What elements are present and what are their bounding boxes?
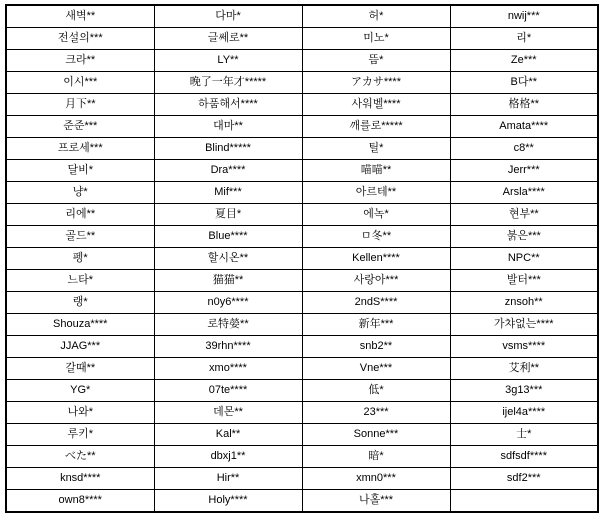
table-cell: YG* bbox=[6, 380, 154, 402]
table-row bbox=[6, 314, 598, 336]
table-cell: アカサ**** bbox=[302, 72, 450, 94]
table-row bbox=[6, 402, 598, 424]
table-row bbox=[6, 490, 598, 513]
table-cell: Amata**** bbox=[450, 116, 598, 138]
table-cell: 3g13*** bbox=[450, 380, 598, 402]
table-cell: 할시온** bbox=[154, 248, 302, 270]
table-cell: Sonne*** bbox=[302, 424, 450, 446]
table-cell: 猫猫** bbox=[154, 270, 302, 292]
table-cell: Arsla**** bbox=[450, 182, 598, 204]
table-cell: n0y6**** bbox=[154, 292, 302, 314]
table-cell: 느타* bbox=[6, 270, 154, 292]
table-cell: znsoh** bbox=[450, 292, 598, 314]
table-cell: 低* bbox=[302, 380, 450, 402]
table-row bbox=[6, 226, 598, 248]
table-cell: B다** bbox=[450, 72, 598, 94]
table-cell: sdf2*** bbox=[450, 468, 598, 490]
table-row bbox=[6, 358, 598, 380]
table-cell: Kellen**** bbox=[302, 248, 450, 270]
table-cell: 루키* bbox=[6, 424, 154, 446]
table-cell: dbxj1** bbox=[154, 446, 302, 468]
table-cell: JJAG*** bbox=[6, 336, 154, 358]
table-cell: Dra**** bbox=[154, 160, 302, 182]
table-cell: 07te**** bbox=[154, 380, 302, 402]
table-row bbox=[6, 160, 598, 182]
table-row bbox=[6, 270, 598, 292]
table-cell bbox=[450, 490, 598, 513]
table-row bbox=[6, 182, 598, 204]
table-cell: snb2** bbox=[302, 336, 450, 358]
table-row bbox=[6, 72, 598, 94]
table-cell: own8**** bbox=[6, 490, 154, 513]
table-cell: 에녹* bbox=[302, 204, 450, 226]
nickname-table-body bbox=[6, 5, 598, 512]
table-cell: 리에** bbox=[6, 204, 154, 226]
table-cell: Hir** bbox=[154, 468, 302, 490]
table-cell: 艾利** bbox=[450, 358, 598, 380]
table-cell: 깨를로***** bbox=[302, 116, 450, 138]
table-cell: 냥* bbox=[6, 182, 154, 204]
nickname-table bbox=[5, 4, 599, 513]
table-cell: 하품해서**** bbox=[154, 94, 302, 116]
table-cell: 갈때** bbox=[6, 358, 154, 380]
table-cell: 사워벨**** bbox=[302, 94, 450, 116]
table-cell: 2ndS**** bbox=[302, 292, 450, 314]
table-cell: 로特嫈** bbox=[154, 314, 302, 336]
table-cell: 미노* bbox=[302, 28, 450, 50]
table-cell: Blue**** bbox=[154, 226, 302, 248]
table-row bbox=[6, 446, 598, 468]
table-cell: 글쎄로** bbox=[154, 28, 302, 50]
table-row bbox=[6, 292, 598, 314]
table-cell: 月下** bbox=[6, 94, 154, 116]
table-cell: xmo**** bbox=[154, 358, 302, 380]
table-row bbox=[6, 94, 598, 116]
table-cell: 晚了一年才***** bbox=[154, 72, 302, 94]
table-cell: xmn0*** bbox=[302, 468, 450, 490]
table-cell: 데몬** bbox=[154, 402, 302, 424]
table-cell: c8** bbox=[450, 138, 598, 160]
table-cell: 붉은*** bbox=[450, 226, 598, 248]
table-cell: sdfsdf**** bbox=[450, 446, 598, 468]
table-cell: 이시*** bbox=[6, 72, 154, 94]
table-cell: 다마* bbox=[154, 5, 302, 28]
table-row bbox=[6, 5, 598, 28]
table-cell: 喵喵** bbox=[302, 160, 450, 182]
table-row bbox=[6, 204, 598, 226]
table-cell: 골드** bbox=[6, 226, 154, 248]
table-cell: 발터*** bbox=[450, 270, 598, 292]
table-cell: 士* bbox=[450, 424, 598, 446]
table-cell: 준준*** bbox=[6, 116, 154, 138]
table-cell: Ze*** bbox=[450, 50, 598, 72]
table-row bbox=[6, 50, 598, 72]
table-cell: vsms**** bbox=[450, 336, 598, 358]
table-cell: Kal** bbox=[154, 424, 302, 446]
table-cell: 현부** bbox=[450, 204, 598, 226]
table-cell: 가챠없는**** bbox=[450, 314, 598, 336]
table-cell: 23*** bbox=[302, 402, 450, 424]
table-cell: 나홀*** bbox=[302, 490, 450, 513]
table-row bbox=[6, 28, 598, 50]
table-cell: べた** bbox=[6, 446, 154, 468]
table-row bbox=[6, 116, 598, 138]
table-cell: 펭* bbox=[6, 248, 154, 270]
table-row bbox=[6, 468, 598, 490]
table-cell: Holy**** bbox=[154, 490, 302, 513]
table-cell: 格格** bbox=[450, 94, 598, 116]
table-cell: Vne*** bbox=[302, 358, 450, 380]
table-cell: 대마** bbox=[154, 116, 302, 138]
table-cell: 39rhn**** bbox=[154, 336, 302, 358]
table-cell: knsd**** bbox=[6, 468, 154, 490]
table-cell: 새벽** bbox=[6, 5, 154, 28]
table-cell: 夏目* bbox=[154, 204, 302, 226]
table-row bbox=[6, 336, 598, 358]
table-row bbox=[6, 424, 598, 446]
table-cell: ㅁ冬** bbox=[302, 226, 450, 248]
table-cell: 틸* bbox=[302, 138, 450, 160]
table-cell: 전설의*** bbox=[6, 28, 154, 50]
table-cell: Shouza**** bbox=[6, 314, 154, 336]
table-cell: LY** bbox=[154, 50, 302, 72]
table-row bbox=[6, 248, 598, 270]
table-cell: 暗* bbox=[302, 446, 450, 468]
table-cell: 나와* bbox=[6, 402, 154, 424]
table-cell: nwij*** bbox=[450, 5, 598, 28]
table-cell: 크라** bbox=[6, 50, 154, 72]
table-cell: 랭* bbox=[6, 292, 154, 314]
table-cell: 허* bbox=[302, 5, 450, 28]
table-cell: 달비* bbox=[6, 160, 154, 182]
table-cell: 新年*** bbox=[302, 314, 450, 336]
table-cell: Blind***** bbox=[154, 138, 302, 160]
table-cell: NPC** bbox=[450, 248, 598, 270]
table-cell: ijel4a**** bbox=[450, 402, 598, 424]
table-cell: Jerr*** bbox=[450, 160, 598, 182]
table-cell: Mif*** bbox=[154, 182, 302, 204]
table-cell: 리* bbox=[450, 28, 598, 50]
table-cell: 아르테** bbox=[302, 182, 450, 204]
table-row bbox=[6, 138, 598, 160]
table-cell: 사랑아*** bbox=[302, 270, 450, 292]
table-cell: 뜸* bbox=[302, 50, 450, 72]
table-cell: 프로세*** bbox=[6, 138, 154, 160]
table-row bbox=[6, 380, 598, 402]
